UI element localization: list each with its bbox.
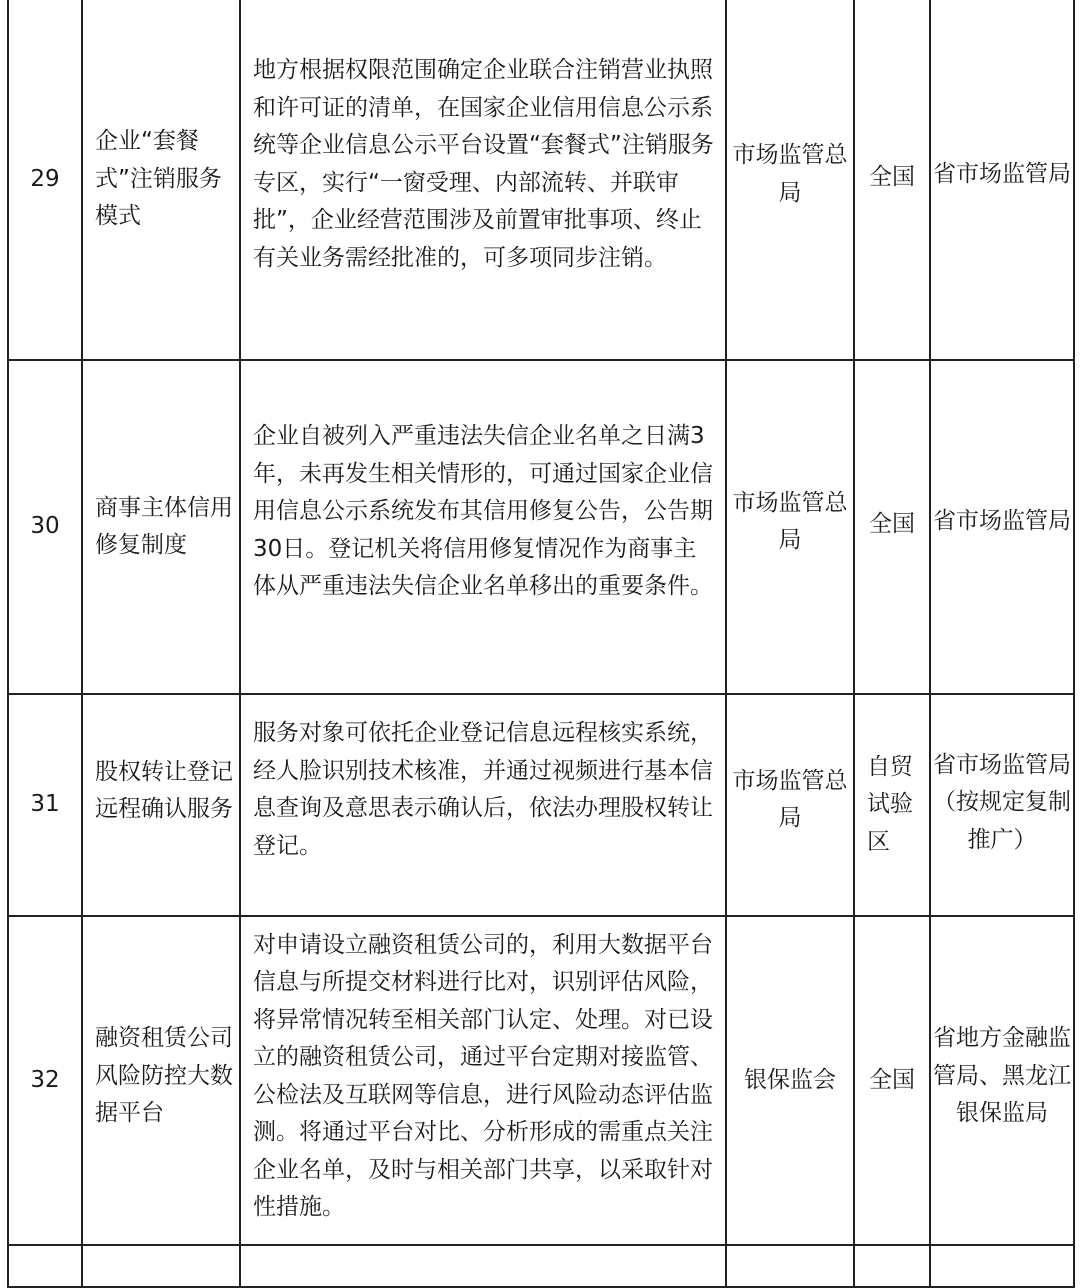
table-cell xyxy=(82,1245,240,1287)
implementing-unit: 省市场监管局（按规定复制推广） xyxy=(930,694,1074,916)
measure-description: 对申请设立融资租赁公司的，利用大数据平台信息与所提交材料进行比对，识别评估风险，将异常情况转至相关部门认定、处理。对已设立的融资租赁公司，通过平台定期对接监管、公检法及互联网等信息，进行风险动态评估监测。将通过平台对比、分析形成的需重点关注企业名单，及时与相关部门共享，以采取针对性措施。 xyxy=(240,916,726,1245)
row-number: 30 xyxy=(8,360,82,694)
responsible-department: 市场监管总局 xyxy=(726,694,854,916)
promotion-scope: 全国 xyxy=(854,0,930,360)
table-cell xyxy=(930,1245,1074,1287)
measure-description: 服务对象可依托企业登记信息远程核实系统，经人脸识别技术核准，并通过视频进行基本信息查询及意思表示确认后，依法办理股权转让登记。 xyxy=(240,694,726,916)
table-cell xyxy=(726,1245,854,1287)
table-row xyxy=(8,694,1074,916)
implementing-unit: 省市场监管局 xyxy=(930,0,1074,360)
promotion-scope: 全国 xyxy=(854,360,930,694)
row-number: 29 xyxy=(8,0,82,360)
table-cell xyxy=(240,1245,726,1287)
table-row xyxy=(8,916,1074,1245)
row-number: 32 xyxy=(8,916,82,1245)
implementing-unit: 省市场监管局 xyxy=(930,360,1074,694)
implementing-unit: 省地方金融监管局、黑龙江银保监局 xyxy=(930,916,1074,1245)
promotion-scope: 自贸试验区 xyxy=(854,694,930,916)
measure-name: 企业“套餐式”注销服务模式 xyxy=(82,0,240,360)
responsible-department: 市场监管总局 xyxy=(726,0,854,360)
responsible-department: 银保监会 xyxy=(726,916,854,1245)
table-row-partial xyxy=(8,1245,1074,1287)
policy-table xyxy=(7,0,1075,1288)
measure-description: 企业自被列入严重违法失信企业名单之日满3年，未再发生相关情形的，可通过国家企业信用信息公示系统发布其信用修复公告，公告期30日。登记机关将信用修复情况作为商事主体从严重违法失信企业名单移出的重要条件。 xyxy=(240,360,726,694)
measure-name: 商事主体信用修复制度 xyxy=(82,360,240,694)
promotion-scope: 全国 xyxy=(854,916,930,1245)
table-row xyxy=(8,0,1074,360)
responsible-department: 市场监管总局 xyxy=(726,360,854,694)
row-number: 31 xyxy=(8,694,82,916)
measure-description: 地方根据权限范围确定企业联合注销营业执照和许可证的清单，在国家企业信用信息公示系统等企业信息公示平台设置“套餐式”注销服务专区，实行“一窗受理、内部流转、并联审批”，企业经营范围涉及前置审批事项、终止有关业务需经批准的，可多项同步注销。 xyxy=(240,0,726,360)
table-cell xyxy=(854,1245,930,1287)
measure-name: 股权转让登记远程确认服务 xyxy=(82,694,240,916)
measure-name: 融资租赁公司风险防控大数据平台 xyxy=(82,916,240,1245)
table-row xyxy=(8,360,1074,694)
table-cell xyxy=(8,1245,82,1287)
